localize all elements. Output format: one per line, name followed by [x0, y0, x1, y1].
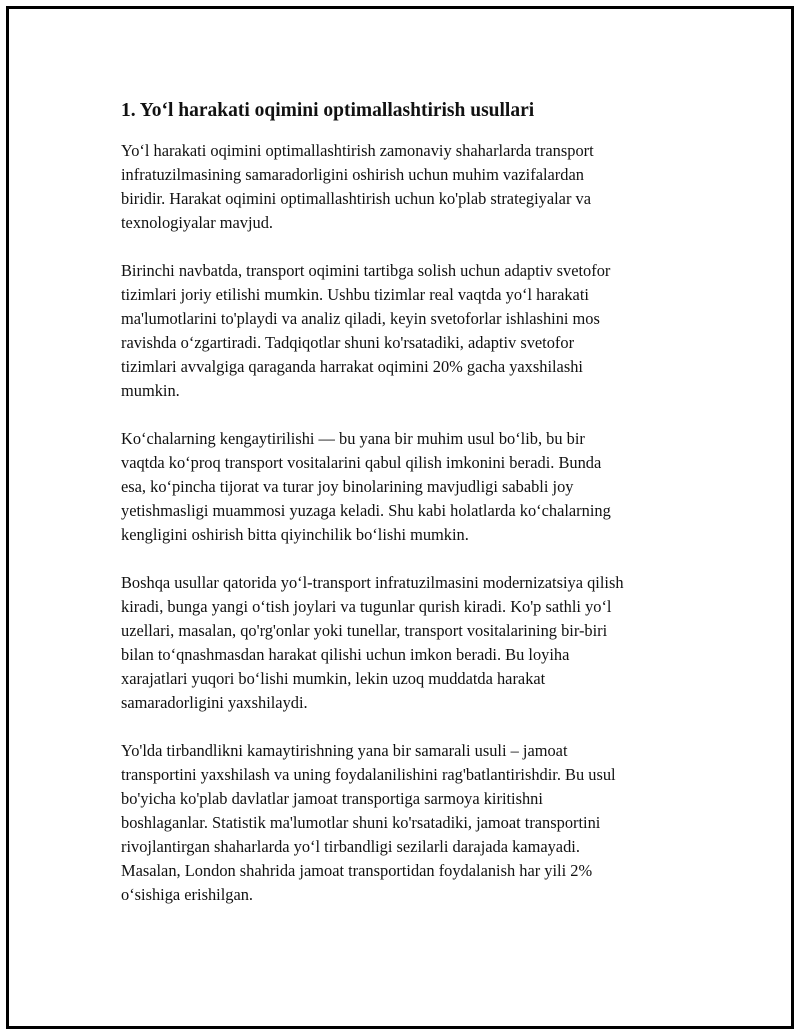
paragraph: Yo‘l harakati oqimini optimallashtirish zamonaviy shaharlarda transport infratuzilmasining samaradorligini oshirish uchun muhim vazifalardan biridir. Harakat oqimini optimallashtirish uchun ko'plab strategiyalar va texnologiyalar mavjud.	[121, 141, 594, 232]
paragraph: Yo'lda tirbandlikni kamaytirishning yana bir samarali usuli – jamoat transportini yaxshilash va uning foydalanilishini rag'batlantirishdir. Bu usul bo'yicha ko'plab davlatlar jamoat transportiga sarmoya kiritishni boshlaganlar. Statistik ma'lumotlar shuni ko'rsatadiki, jamoat transportini rivojlantirgan shaharlarda yo‘l tirbandligi sezilarli darajada kamayadi. Masalan, London shahrida jamoat transportidan foydalanish har yili 2% o‘sishiga erishilgan.	[121, 741, 616, 904]
document-body	[121, 97, 691, 931]
document-page	[6, 6, 794, 1029]
paragraph: Ko‘chalarning kengaytirilishi — bu yana bir muhim usul bo‘lib, bu bir vaqtda ko‘proq transport vositalarini qabul qilish imkonini beradi. Bunda esa, ko‘pincha tijorat va turar joy binolarining mavjudligi sababli joy yetishmasligi muammosi yuzaga keladi. Shu kabi holatlarda ko‘chalarning kengligini oshirish bitta qiyinchilik bo‘lishi mumkin.	[121, 429, 611, 544]
paragraph: Boshqa usullar qatorida yo‘l-transport infratuzilmasini modernizatsiya qilish kiradi, bunga yangi o‘tish joylari va tugunlar qurish kiradi. Ko'p sathli yo‘l uzellari, masalan, qo'rg'onlar yoki tunellar, transport vositalarining bir-biri bilan to‘qnashmasdan harakat qilishi uchun imkon beradi. Bu loyiha xarajatlari yuqori bo‘lishi mumkin, lekin uzoq muddatda harakat samaradorligini yaxshilaydi.	[121, 573, 624, 712]
section-heading: 1. Yo‘l harakati oqimini optimallashtirish usullari	[121, 100, 535, 121]
paragraph: Birinchi navbatda, transport oqimini tartibga solish uchun adaptiv svetofor tizimlari joriy etilishi mumkin. Ushbu tizimlar real vaqtda yo‘l harakati ma'lumotlarini to'playdi va analiz qiladi, keyin svetoforlar ishlashini mos ravishda o‘zgartiradi. Tadqiqotlar shuni ko'rsatadiki, adaptiv svetofor tizimlari avvalgiga qaraganda harrakat oqimini 20% gacha yaxshilashi mumkin.	[121, 261, 611, 400]
